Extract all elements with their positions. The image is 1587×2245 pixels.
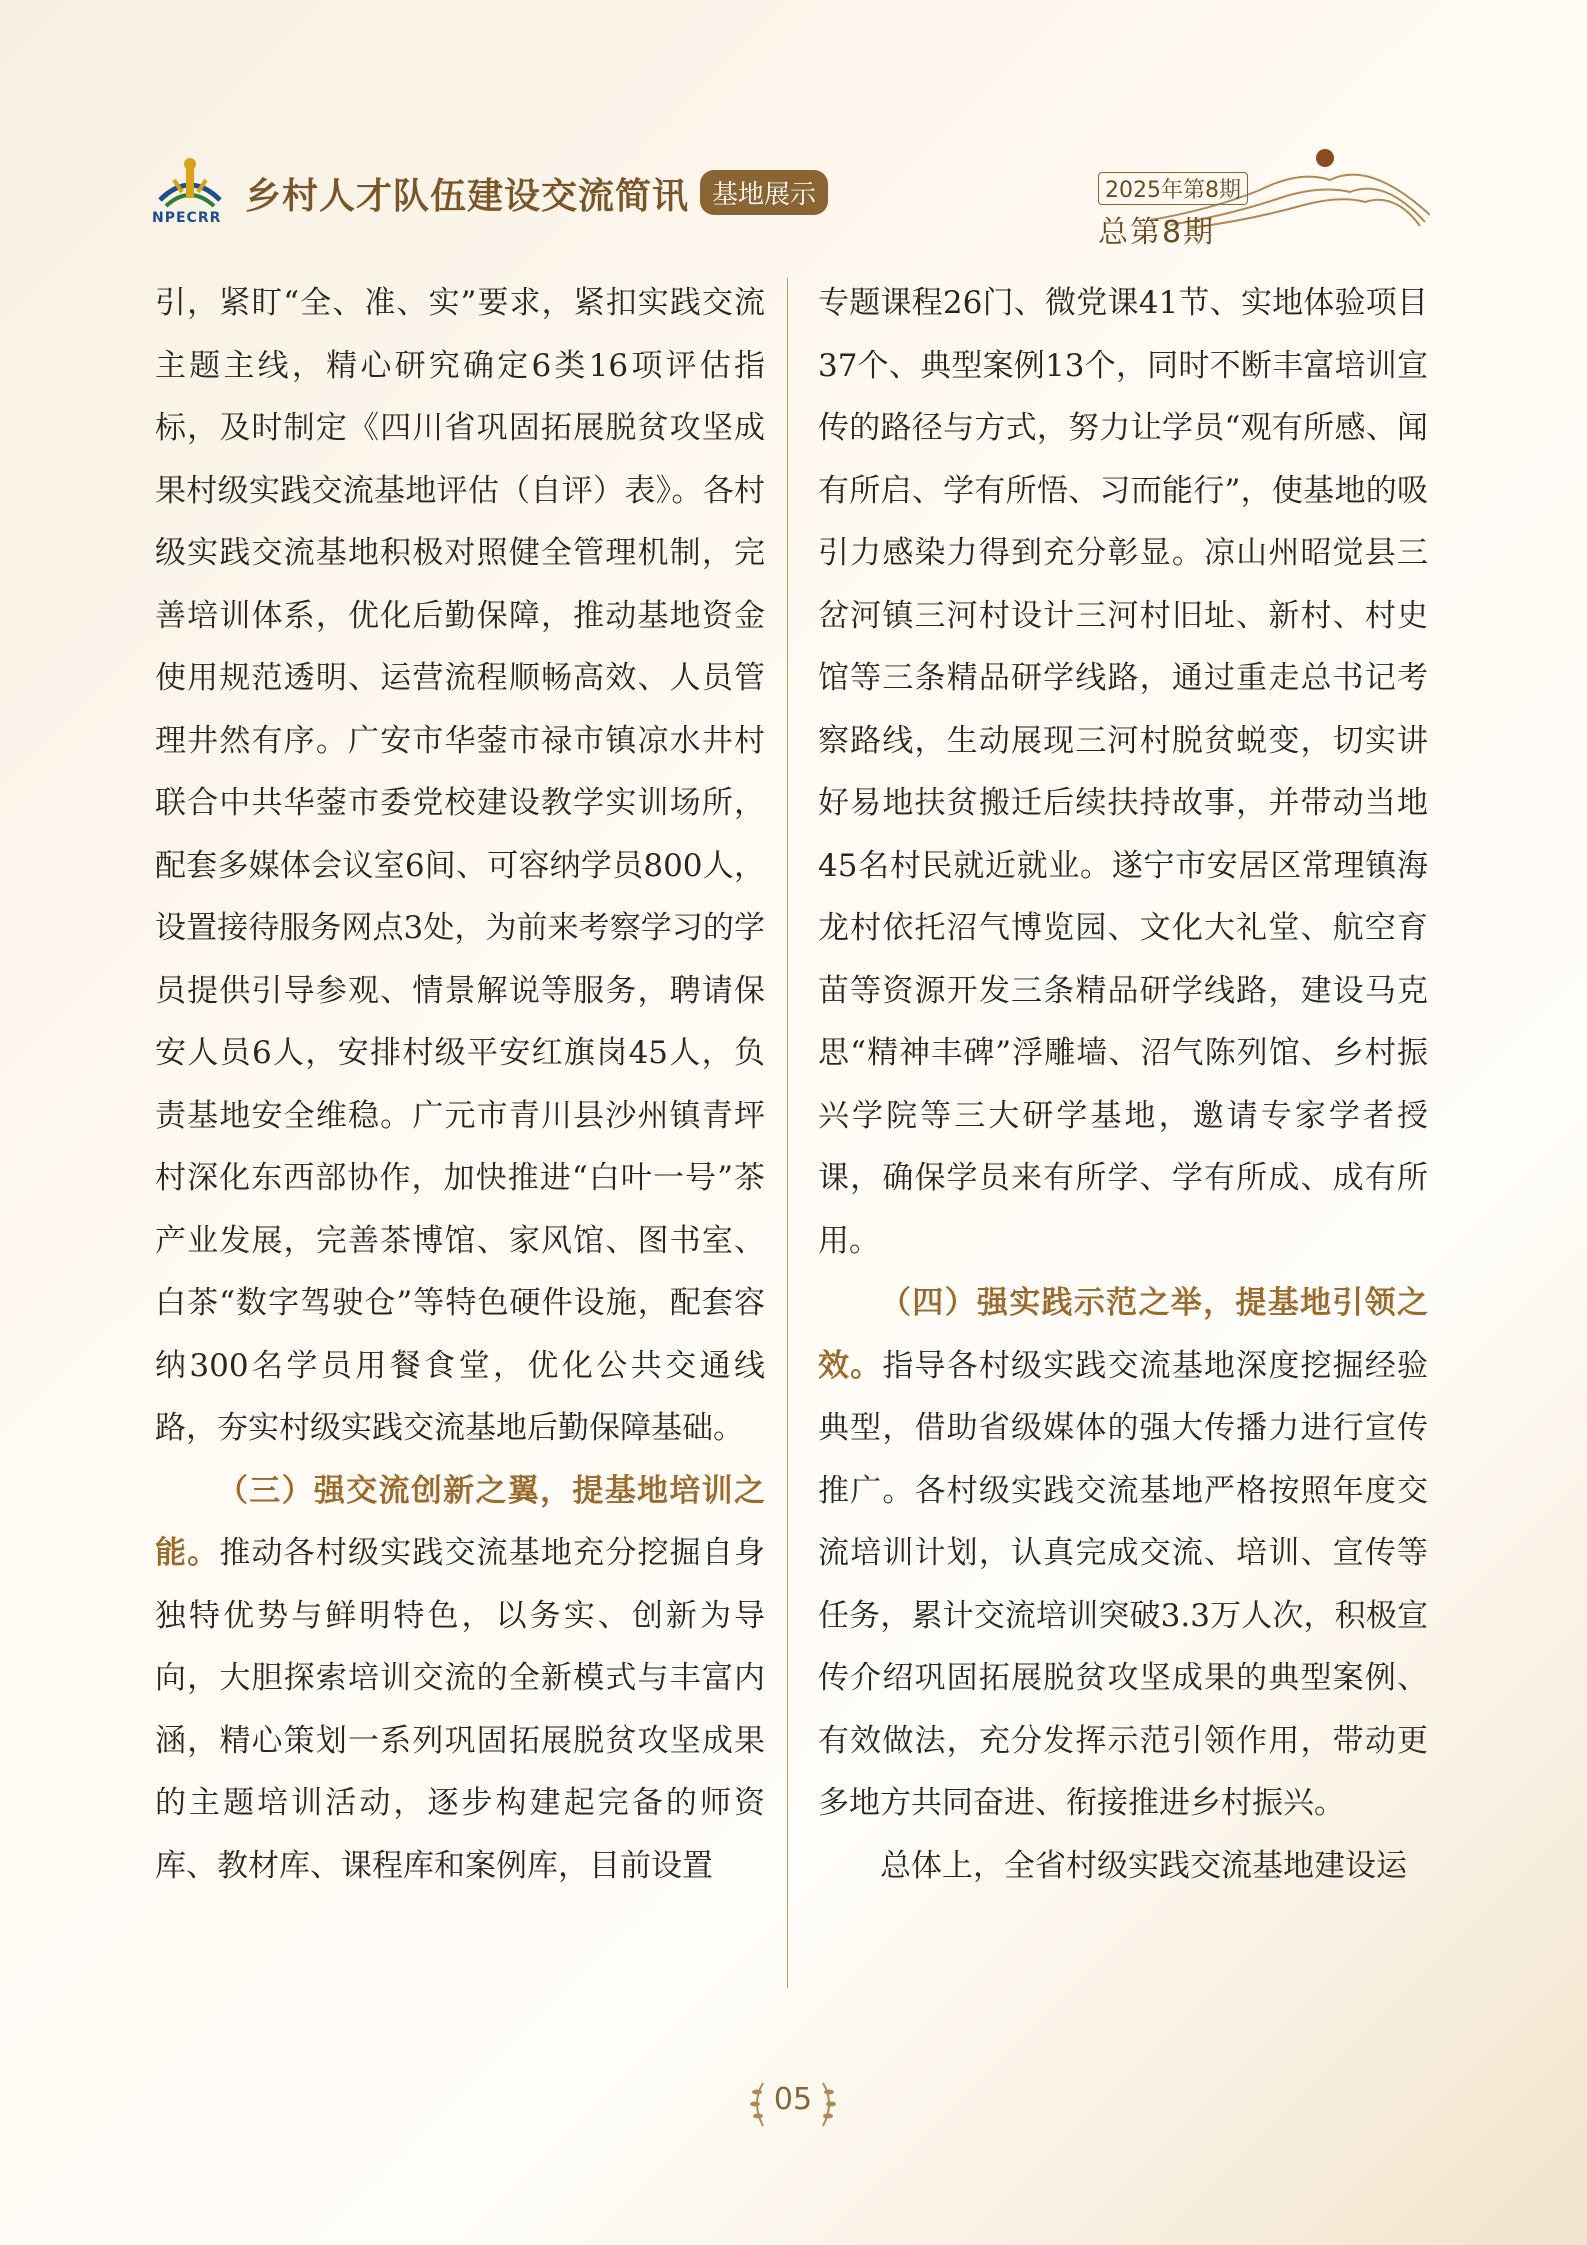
issue-year: 2025年第8期 (1098, 172, 1248, 205)
left-paragraph-1: 引，紧盯“全、准、实”要求，紧扣实践交流主题主线，精心研究确定6类16项评估指标，及时制定《四川省巩固拓展脱贫攻坚成果村级实践交流基地评估（自评）表》。各村级实践交流基地积极对照健全管理机制，完善培训体系，优化后勤保障，推动基地资金使用规范透明、运营流程顺畅高效、人员管理井然有序。广安市华蓥市禄市镇凉水井村联合中共华蓥市委党校建设教学实训场所，配套多媒体会议室6间、可容纳学员800人，设置接待服务网点3处，为前来考察学习的学员提供引导参观、情景解说等服务，聘请保安人员6人，安排村级平安红旗岗45人，负责基地安全维稳。广元市青川县沙州镇青坪村深化东西部协作，加快推进“白叶一号”茶产业发展，完善茶博馆、家风馆、图书室、白茶“数字驾驶仓”等特色硬件设施，配套容纳300名学员用餐食堂，优化公共交通线路，夯实村级实践交流基地后勤保障基础。 (155, 285, 765, 1446)
page-footer (743, 2068, 843, 2138)
column-divider (787, 278, 788, 1988)
issue-total: 总第8期 (1098, 215, 1216, 250)
page-number: 05 (773, 2082, 813, 2117)
left-column (155, 272, 765, 1897)
section-3-heading: （三）强交流创新之翼，提基地培训之能。 (155, 1472, 765, 1571)
issue-info (1098, 172, 1248, 251)
left-paragraph-2 (155, 1460, 765, 1898)
newsletter-title: 乡村人才队伍建设交流简讯 (245, 176, 690, 217)
section-3-body: 推动各村级实践交流基地充分挖掘自身独特优势与鲜明特色，以务实、创新为导向，大胆探索培训交流的全新模式与丰富内涵，精心策划一系列巩固拓展脱贫攻坚成果的主题培训活动，逐步构建起完备的师资库、教材库、课程库和案例库，目前设置 (155, 1535, 766, 1884)
right-paragraph-2 (818, 1272, 1428, 1835)
page-header (0, 0, 1587, 260)
right-column (818, 272, 1428, 1897)
logo-text: NPECRR (152, 210, 222, 226)
right-paragraph-3: 总体上，全省村级实践交流基地建设运 (880, 1847, 1407, 1884)
section-4-heading: （四）强实践示范之举，提基地引领之效。 (818, 1285, 1428, 1384)
section-4-body: 指导各村级实践交流基地深度挖掘经验典型，借助省级媒体的强大传播力进行宣传推广。各村级实践交流基地严格按照年度交流培训计划，认真完成交流、培训、宣传等任务，累计交流培训突破3.3万人次，积极宣传介绍巩固拓展脱贫攻坚成果的典型案例、有效做法，充分发挥示范引领作用，带动更多地方共同奋进、衔接推进乡村振兴。 (818, 1347, 1429, 1821)
right-paragraph-1: 专题课程26门、微党课41节、实地体验项目37个、典型案例13个，同时不断丰富培训宣传的路径与方式，努力让学员“观有所感、闻有所启、学有所悟、习而能行”，使基地的吸引力感染力得到充分彰显。凉山州昭觉县三岔河镇三河村设计三河村旧址、新村、村史馆等三条精品研学线路，通过重走总书记考察路线，生动展现三河村脱贫蜕变，切实讲好易地扶贫搬迁后续扶持故事，并带动当地45名村民就近就业。遂宁市安居区常理镇海龙村依托沼气博览园、文化大礼堂、航空育苗等资源开发三条精品研学线路，建设马克思“精神丰碑”浮雕墙、沼气陈列馆、乡村振兴学院等三大研学基地，邀请专家学者授课，确保学员来有所学、学有所成、成有所用。 (818, 285, 1428, 1259)
section-badge: 基地展示 (700, 170, 828, 215)
